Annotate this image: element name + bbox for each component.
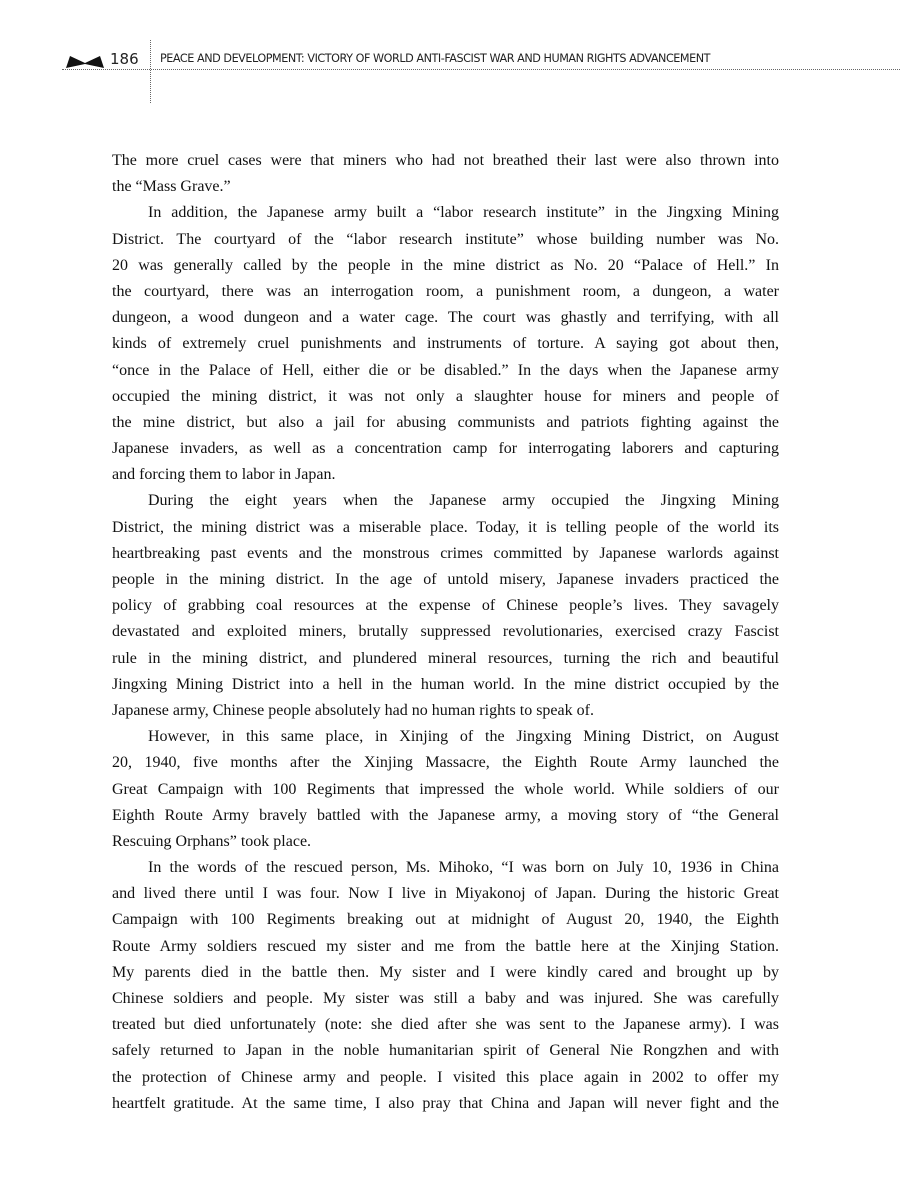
text-line: rule in the mining district, and plundered mineral resources, turning the rich and beautiful bbox=[112, 649, 779, 667]
text-line: the courtyard, there was an interrogation room, a punishment room, a dungeon, a water bbox=[112, 282, 779, 300]
text-line: However, in this same place, in Xinjing of the Jingxing Mining District, on August bbox=[148, 728, 779, 746]
text-line: heartfelt gratitude. At the same time, I also pray that China and Japan will never fight and the bbox=[112, 1094, 779, 1112]
text-line: the protection of Chinese army and people. I visited this place again in 2002 to offer my bbox=[112, 1068, 779, 1086]
text-line: My parents died in the battle then. My sister and I were kindly cared and brought up by bbox=[112, 963, 779, 981]
paragraph bbox=[112, 200, 779, 488]
text-line: Rescuing Orphans” took place. bbox=[112, 832, 312, 850]
text-line: Jingxing Mining District into a hell in the human world. In the mine district occupied by the bbox=[112, 675, 779, 693]
text-line: District. The courtyard of the “labor research institute” whose building number was No. bbox=[112, 230, 779, 248]
text-line: Japanese army, Chinese people absolutely had no human rights to speak of. bbox=[112, 701, 594, 719]
text-line: District, the mining district was a miserable place. Today, it is telling people of the world its bbox=[112, 518, 779, 536]
text-line: Eighth Route Army bravely battled with the Japanese army, a moving story of “the General bbox=[112, 806, 779, 824]
text-line: 20, 1940, five months after the Xinjing Massacre, the Eighth Route Army launched the bbox=[112, 754, 779, 772]
text-line: people in the mining district. In the age of untold misery, Japanese invaders practiced the bbox=[112, 571, 779, 588]
text-line: kinds of extremely cruel punishments and instruments of torture. A saying got about then, bbox=[112, 335, 779, 353]
text-line: “once in the Palace of Hell, either die or be disabled.” In the days when the Japanese army bbox=[112, 361, 779, 379]
page-number: 186 bbox=[110, 50, 139, 68]
text-line: Japanese invaders, as well as a concentration camp for interrogating laborers and capturing bbox=[112, 440, 779, 458]
text-line: devastated and exploited miners, brutally suppressed revolutionaries, exercised crazy Fascist bbox=[112, 623, 779, 641]
text-line: and lived there until I was four. Now I live in Miyakonoj of Japan. During the historic Great bbox=[112, 885, 779, 903]
text-line: treated but died unfortunately (note: she died after she was sent to the Japanese army). I was bbox=[112, 1016, 779, 1034]
text-line: Great Campaign with 100 Regiments that impressed the whole world. While soldiers of our bbox=[112, 780, 779, 798]
text-line: The more cruel cases were that miners who had not breathed their last were also thrown into bbox=[112, 152, 779, 169]
text-line: safely returned to Japan in the noble humanitarian spirit of General Nie Rongzhen and with bbox=[112, 1042, 779, 1060]
paragraph bbox=[112, 488, 779, 724]
text-line: the mine district, but also a jail for abusing communists and patriots fighting against the bbox=[112, 413, 779, 431]
running-title: PEACE AND DEVELOPMENT: VICTORY OF WORLD ANTI-FASCIST WAR AND HUMAN RIGHTS ADVANCEMENT bbox=[160, 52, 711, 65]
header-rule bbox=[62, 69, 900, 70]
text-line: dungeon, a wood dungeon and a water cage. The court was ghastly and terrifying, with all bbox=[112, 309, 779, 327]
text-line: and forcing them to labor in Japan. bbox=[112, 466, 336, 484]
text-line: heartbreaking past events and the monstrous crimes committed by Japanese warlords against bbox=[112, 544, 779, 562]
text-line: 20 was generally called by the people in the mine district as No. 20 “Palace of Hell.” In bbox=[112, 256, 779, 274]
paragraph bbox=[112, 148, 779, 200]
paragraph bbox=[112, 724, 779, 855]
text-line: Chinese soldiers and people. My sister was still a baby and was injured. She was carefully bbox=[112, 990, 779, 1007]
text-line: Route Army soldiers rescued my sister and me from the battle here at the Xinjing Station. bbox=[112, 937, 779, 955]
paragraph bbox=[112, 855, 779, 1117]
text-line: Campaign with 100 Regiments breaking out at midnight of August 20, 1940, the Eighth bbox=[112, 911, 779, 929]
text-line: In addition, the Japanese army built a “labor research institute” in the Jingxing Mining bbox=[148, 204, 779, 222]
bowtie-mark-icon bbox=[66, 54, 104, 70]
header-vertical-divider bbox=[150, 40, 151, 103]
text-line: During the eight years when the Japanese army occupied the Jingxing Mining bbox=[148, 492, 779, 510]
body-text bbox=[112, 148, 779, 1117]
text-line: policy of grabbing coal resources at the expense of Chinese people’s lives. They savagely bbox=[112, 597, 779, 615]
text-line: occupied the mining district, it was not only a slaughter house for miners and people of bbox=[112, 387, 779, 405]
text-line: In the words of the rescued person, Ms. Mihoko, “I was born on July 10, 1936 in China bbox=[148, 859, 779, 877]
text-line: the “Mass Grave.” bbox=[112, 178, 231, 196]
